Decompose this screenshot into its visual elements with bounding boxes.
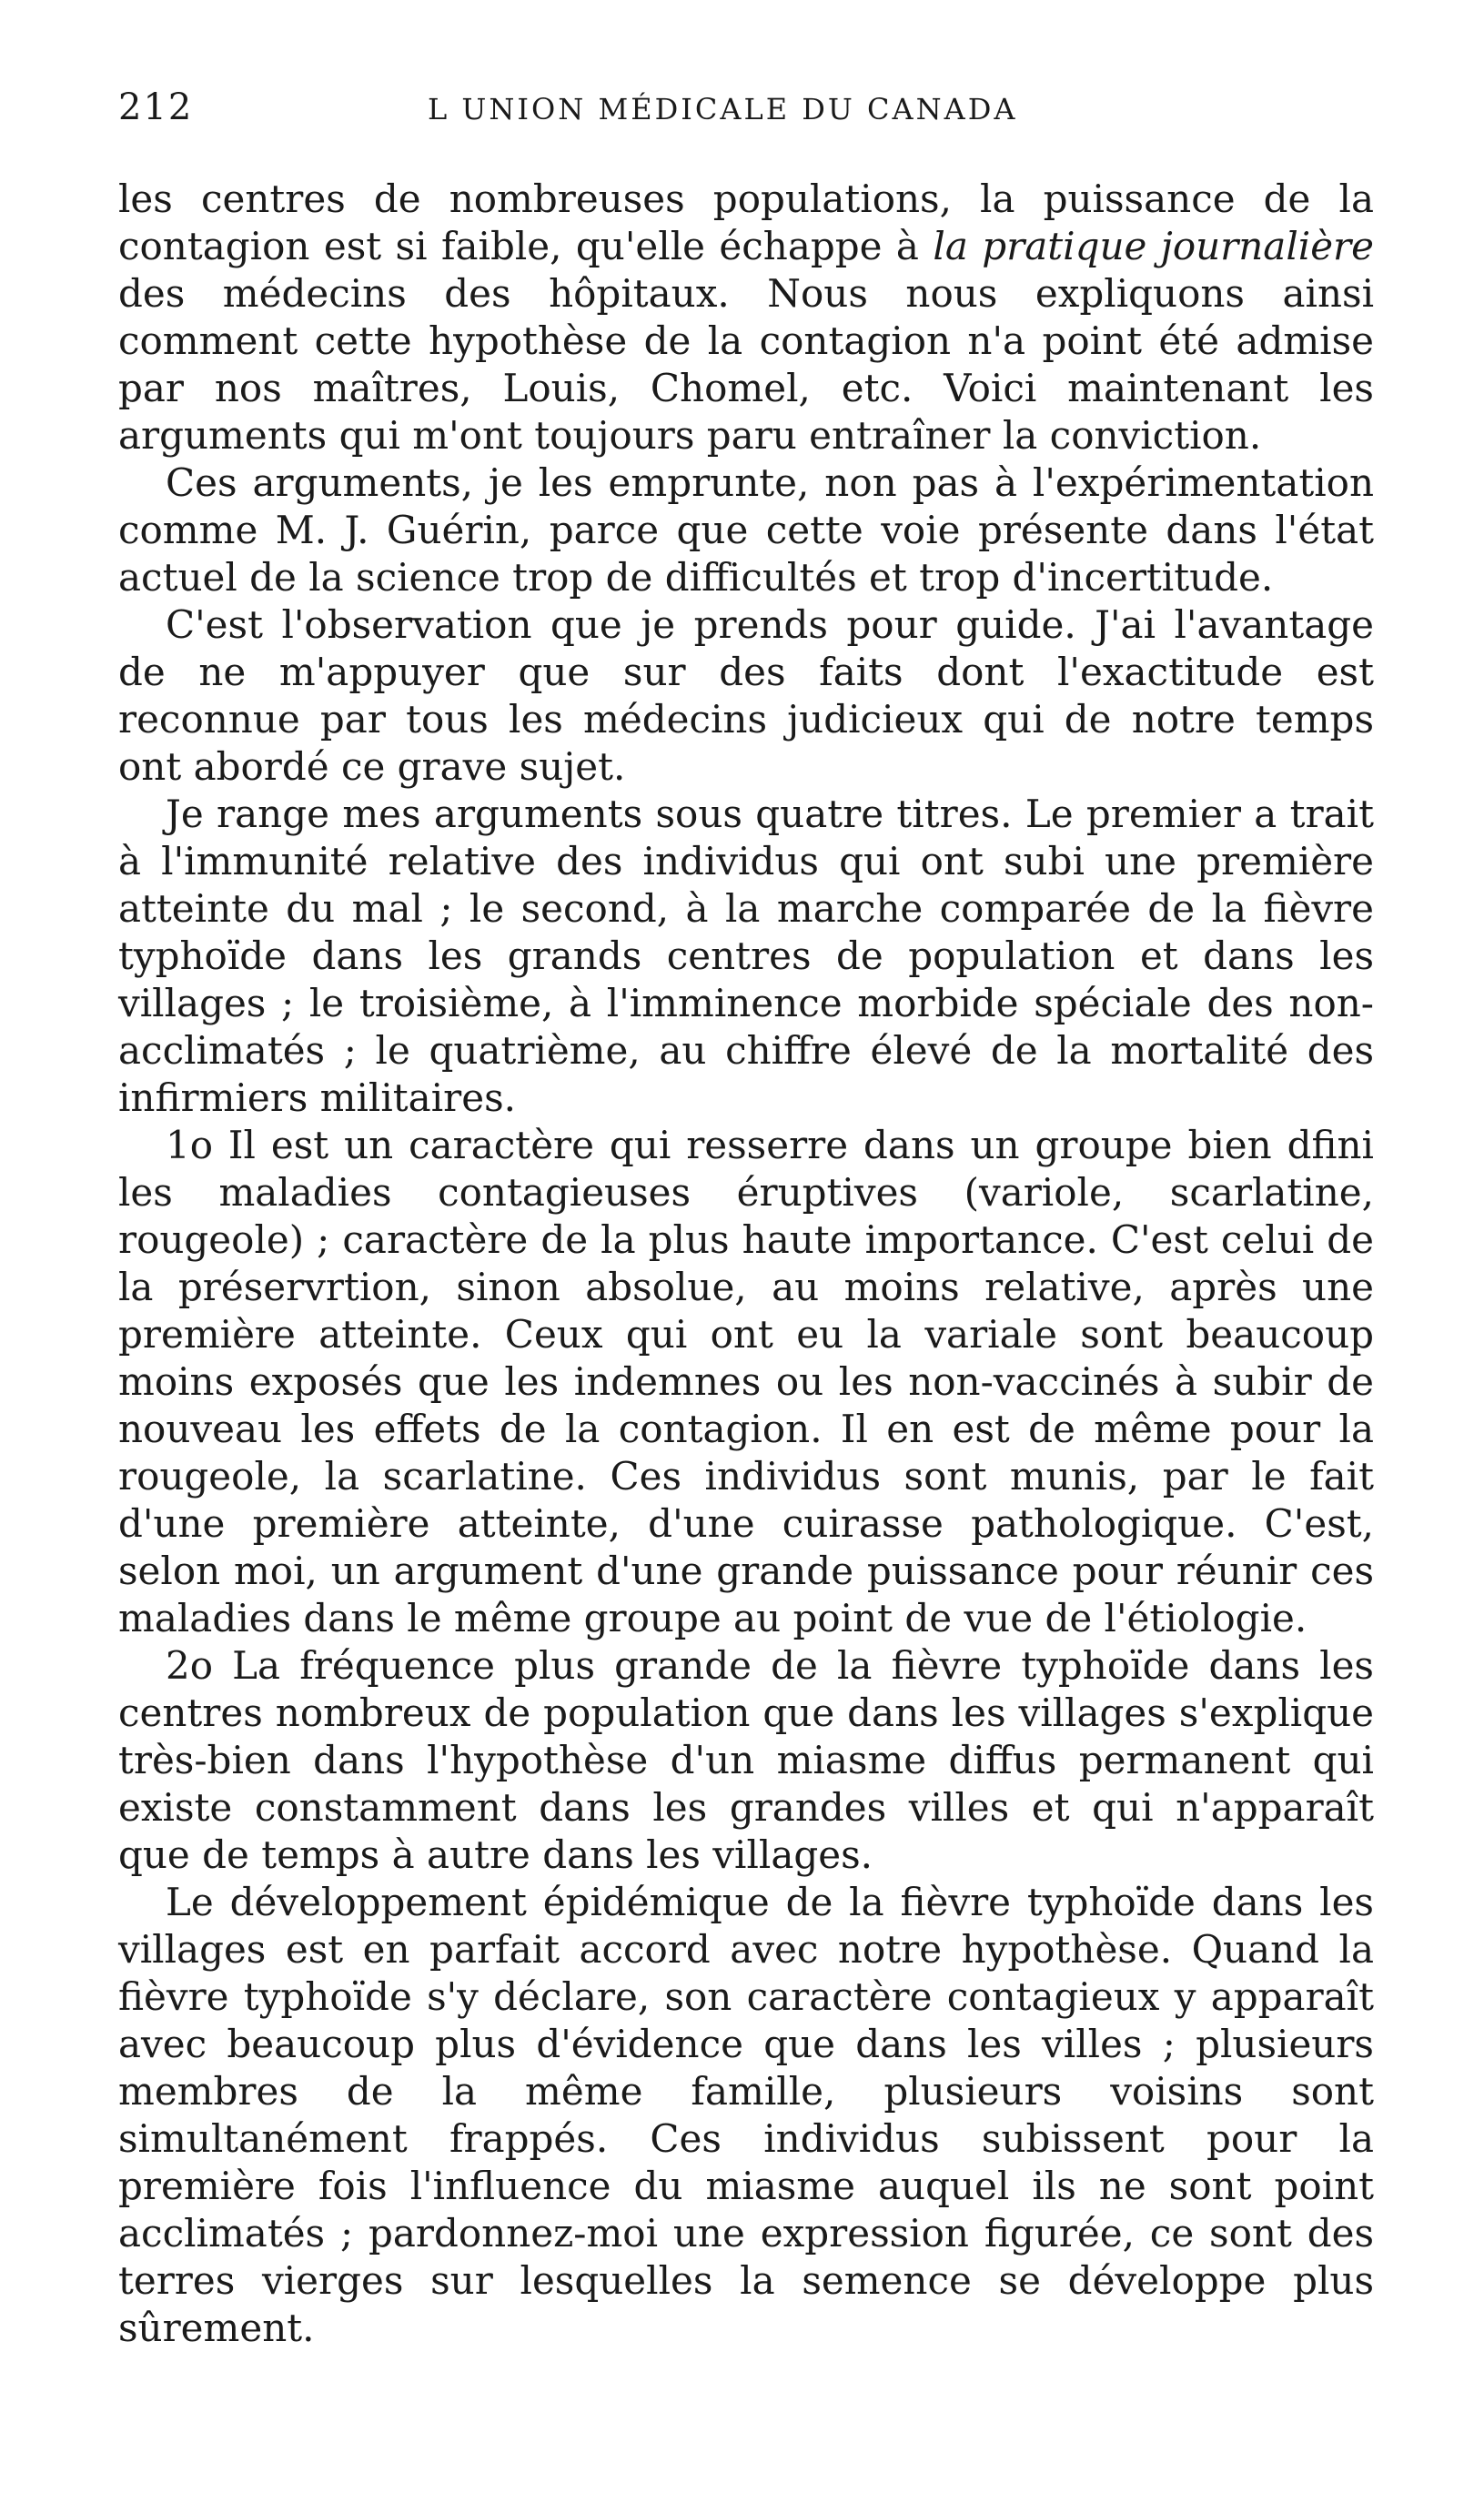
running-head: [118, 86, 1374, 141]
paragraph-1-start: les centres de nombreuses populations, la puissance de la contagion est si faible, qu'elle échappe à: [118, 177, 1374, 268]
paragraph-1-end: des médecins des hôpitaux. Nous nous expliquons ainsi comment cette hypothèse de la contagion n'a point été admise par nos maîtres, Louis, Chomel, etc. Voici maintenant les arguments qui m'ont toujours paru entraîner la conviction.: [118, 271, 1374, 458]
paragraph-7: Le développement épidémique de la fièvre typhoïde dans les villages est en parfait accord avec notre hypothèse. Quand la fièvre typhoïde s'y déclare, son caractère contagieux y apparaît avec beaucoup plus d'évidence que dans les villes ; plusieurs membres de la même famille, plusieurs voisins sont simultanément frappés. Ces individus subissent pour la première fois l'influence du miasme auquel ils ne sont point acclimatés ; pardonnez-moi une expression figurée, ce sont des terres vierges sur lesquelles la semence se développe plus sûrement.: [118, 1880, 1374, 2350]
journal-title: L UNION MÉDICALE DU CANADA: [428, 92, 1018, 126]
paragraph-6: 2o La fréquence plus grande de la fièvre typhoïde dans les centres nombreux de population que dans les villages s'explique très-bien dans l'hypothèse d'un miasme diffus permanent qui existe constamment dans les grandes villes et qui n'apparaît que de temps à autre dans les villages.: [118, 1643, 1374, 1877]
paragraph-1: [118, 176, 1374, 459]
body-text: [118, 176, 1374, 2352]
paragraph-3: C'est l'observation que je prends pour guide. J'ai l'avantage de ne m'appuyer que sur des faits dont l'exactitude est reconnue par tous les médecins judicieux qui de notre temps ont abordé ce grave sujet.: [118, 602, 1374, 789]
paragraph-2: Ces arguments, je les emprunte, non pas à l'expérimentation comme M. J. Guérin, parce que cette voie présente dans l'état actuel de la science trop de difficultés et trop d'incertitude.: [118, 460, 1374, 600]
book-page: [118, 86, 1374, 2352]
paragraph-1-emphasis: la pratique journalière: [933, 224, 1374, 268]
paragraph-5: 1o Il est un caractère qui resserre dans un groupe bien dfini les maladies contagieuses éruptives (variole, scarlatine, rougeole) ; caractère de la plus haute importance. C'est celui de la préservrtion, sinon absolue, au moins relative, après une première atteinte. Ceux qui ont eu la variale sont beaucoup moins exposés que les indemnes ou les non-vaccinés à subir de nouveau les effets de la contagion. Il en est de même pour la rougeole, la scarlatine. Ces individus sont munis, par le fait d'une première atteinte, d'une cuirasse pathologique. C'est, selon moi, un argument d'une grande puissance pour réunir ces maladies dans le même groupe au point de vue de l'étiologie.: [118, 1123, 1374, 1640]
page-number: 212: [118, 86, 194, 128]
paragraph-4: Je range mes arguments sous quatre titres. Le premier a trait à l'immunité relative des individus qui ont subi une première atteinte du mal ; le second, à la marche comparée de la fièvre typhoïde dans les grands centres de population et dans les villages ; le troisième, à l'imminence morbide spéciale des non-acclimatés ; le quatrième, au chiffre élevé de la mortalité des infirmiers militaires.: [118, 792, 1374, 1120]
